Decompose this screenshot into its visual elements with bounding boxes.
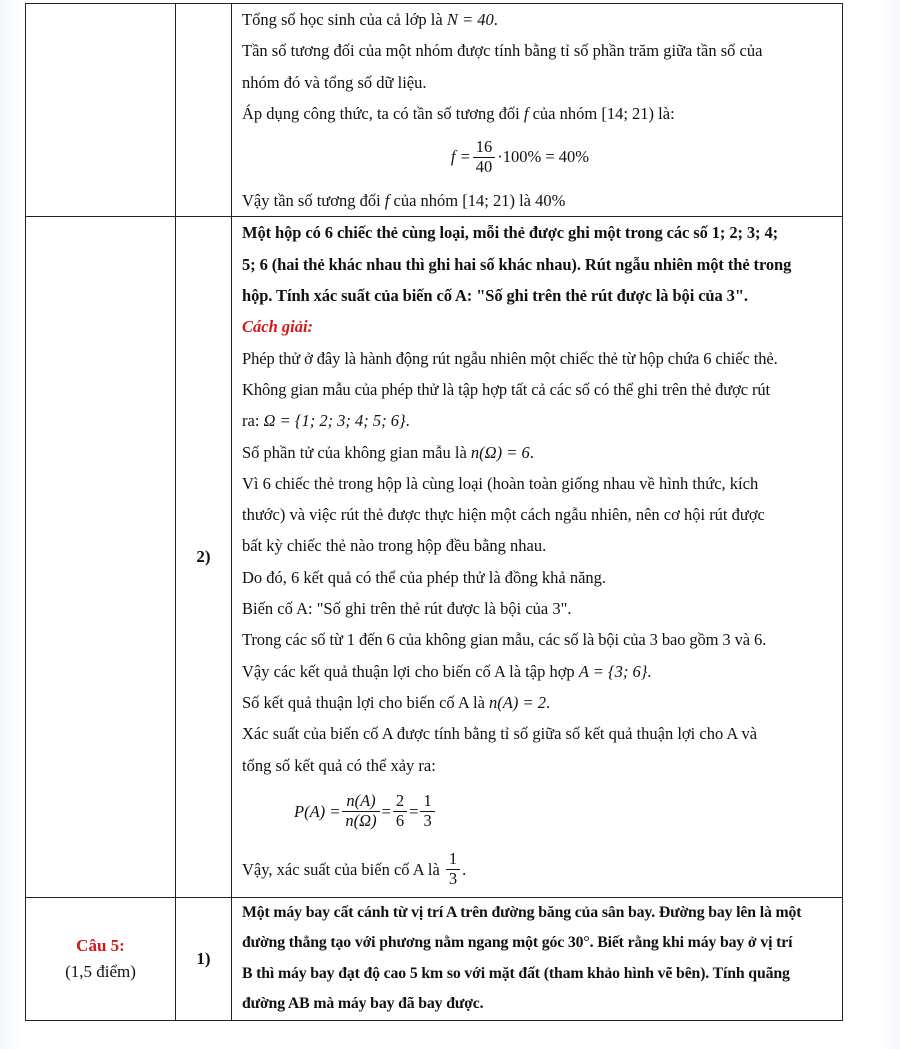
problem-line: đường thẳng tạo với phương nằm ngang một góc 30°. Biết rằng khi máy bay ở vị trí: [242, 934, 793, 952]
problem-line: Một máy bay cất cánh từ vị trí A trên đường băng của sân bay. Đường bay lên là một: [242, 903, 802, 921]
text-line: Xác suất của biến cố A được tính bằng tỉ số giữa số kết quả thuận lợi cho A và: [242, 724, 758, 744]
problem-line: 5; 6 (hai thẻ khác nhau thì ghi hai số khác nhau). Rút ngẫu nhiên một thẻ trong: [242, 254, 792, 274]
fraction: $\frac{1}{3}$: [446, 850, 460, 889]
question-cell: [26, 4, 176, 217]
text-line: Áp dụng công thức, ta có tần số tương đối f của nhóm [14; 21) là:: [242, 103, 675, 123]
text-line: Vậy, xác suất của biến cố A là $\frac{1}{3}$ .: [242, 849, 467, 889]
question-cell: [26, 897, 176, 1020]
text-line: Do đó, 6 kết quả có thể của phép thử là đồng khả năng.: [242, 567, 607, 587]
text-line: Số kết quả thuận lợi cho biến cố A là n(A) = 2.: [242, 692, 551, 712]
text-line: thước) và việc rút thẻ được thực hiện một cách ngẫu nhiên, nên cơ hội rút được: [242, 505, 765, 525]
text-line: Phép thử ở đây là hành động rút ngẫu nhiên một chiếc thẻ từ hộp chứa 6 chiếc thẻ.: [242, 348, 778, 368]
problem-line: hộp. Tính xác suất của biến cố A: "Số ghi trên thẻ rút được là bội của 3".: [242, 286, 748, 306]
fraction: $\frac{1}{3}$: [420, 792, 434, 831]
probability-formula: P(A) = $\frac{n(A)}{n(\Omega)}$ = $\frac{2}{6}$ = $\frac{1}{3}$: [242, 781, 838, 843]
problem-line: B thì máy bay đạt độ cao 5 km so với mặt đất (tham khảo hình vẽ bên). Tính quãng: [242, 964, 790, 982]
fraction: $\frac{n(A)}{n(\Omega)}$: [342, 792, 379, 831]
fraction: $\frac{2}{6}$: [393, 792, 407, 831]
text-line: Tần số tương đối của một nhóm được tính bằng tỉ số phần trăm giữa tần số của: [242, 41, 763, 61]
table-row: [26, 4, 843, 217]
text-line: ra: Ω = {1; 2; 3; 4; 5; 6}.: [242, 411, 410, 431]
text-line: Trong các số từ 1 đến 6 của không gian mẫu, các số là bội của 3 bao gồm 3 và 6.: [242, 630, 767, 650]
text-line: Không gian mẫu của phép thử là tập hợp tất cả các số có thể ghi trên thẻ được rút: [242, 379, 771, 399]
part-label: 2): [196, 547, 211, 567]
text-line: Vì 6 chiếc thẻ trong hộp là cùng loại (hoàn toàn giống nhau về hình thức, kích: [242, 473, 759, 493]
solution-table: [25, 3, 843, 1021]
text-line: bất kỳ chiếc thẻ nào trong hộp đều bằng nhau.: [242, 536, 547, 556]
fraction: $\frac{16}{40}$: [473, 138, 496, 177]
solution-cell: [232, 217, 843, 897]
problem-line: đường AB mà máy bay đã bay được.: [242, 995, 484, 1013]
formula: f = $\frac{16}{40}$ ·100% = 40%: [450, 136, 590, 176]
table-row: [26, 217, 843, 897]
text-line: Vậy các kết quả thuận lợi cho biến cố A là tập hợp A = {3; 6}.: [242, 661, 652, 681]
text-line: nhóm đó và tổng số dữ liệu.: [242, 72, 427, 92]
text-line: Tổng số học sinh của cả lớp là N = 40.: [242, 10, 498, 29]
part-cell: [176, 4, 232, 217]
table-row: [26, 897, 843, 1020]
question-points: (1,5 điểm): [65, 961, 136, 981]
text-line: Vậy tần số tương đối f của nhóm [14; 21) là 40%: [242, 191, 566, 211]
text-line: Số phần tử của không gian mẫu là n(Ω) = 6.: [242, 442, 534, 462]
part-cell: [176, 897, 232, 1020]
part-cell: [176, 217, 232, 897]
text-line: tổng số kết quả có thể xảy ra:: [242, 755, 436, 775]
part-label: 1): [196, 948, 211, 968]
question-cell: [26, 217, 176, 897]
problem-line: Một hộp có 6 chiếc thẻ cùng loại, mỗi thẻ được ghi một trong các số 1; 2; 3; 4;: [242, 223, 779, 243]
solution-cell: [232, 4, 843, 217]
question-label: Câu 5:: [76, 935, 125, 955]
solution-cell: [232, 897, 843, 1020]
text-line: Biến cố A: "Số ghi trên thẻ rút được là bội của 3".: [242, 599, 572, 619]
method-heading: Cách giải:: [242, 317, 314, 337]
